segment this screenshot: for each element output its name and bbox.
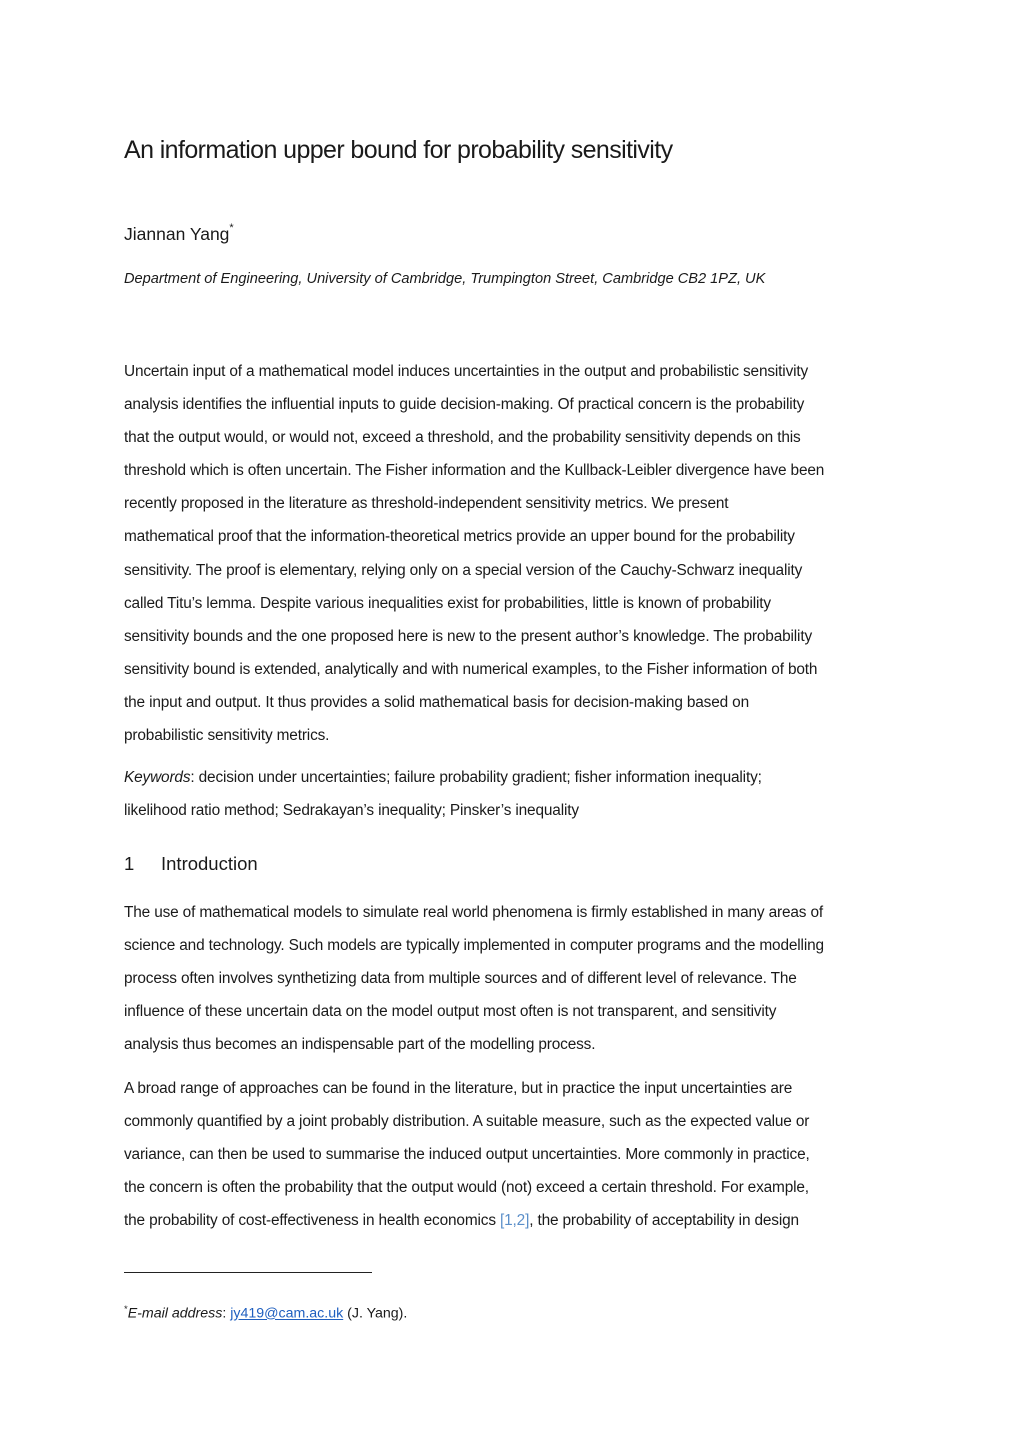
paragraph-line: commonly quantified by a joint probably distribution. A suitable measure, such as the expected value or (124, 1113, 810, 1131)
paragraph-line: the concern is often the probability that the output would (not) exceed a certain threshold. For example, (124, 1179, 809, 1197)
abstract-line: called Titu’s lemma. Despite various inequalities exist for probabilities, little is known of probability (124, 594, 771, 612)
paragraph-line: the probability of cost-effectiveness in health economics (124, 1212, 500, 1230)
author-line (124, 224, 234, 245)
keywords-text (124, 761, 900, 827)
paragraph-line: A broad range of approaches can be found in the literature, but in practice the input uncertainties are (124, 1080, 793, 1097)
author-name: Jiannan Yang (124, 224, 230, 244)
paper-title: An information upper bound for probability sensitivity (124, 136, 673, 164)
section-heading-introduction (124, 853, 258, 875)
abstract-line: analysis identifies the influential inputs to guide decision-making. Of practical concern is the probability (124, 396, 805, 414)
intro-paragraph-1 (124, 896, 900, 1061)
abstract-line: sensitivity. The proof is elementary, relying only on a special version of the Cauchy-Schwarz inequality (124, 561, 803, 579)
keywords-label: Keywords (124, 769, 191, 786)
abstract-text (124, 355, 900, 752)
keywords (124, 761, 900, 827)
abstract-line: probabilistic sensitivity metrics. (124, 727, 330, 745)
abstract-line: Uncertain input of a mathematical model induces uncertainties in the output and probabilistic sensitivity (124, 363, 809, 380)
paragraph-text (124, 1072, 900, 1237)
abstract-line: recently proposed in the literature as threshold-independent sensitivity metrics. We present (124, 495, 729, 513)
section-number: 1 (124, 853, 135, 874)
author-footnote-marker: * (229, 222, 234, 235)
abstract-line: sensitivity bound is extended, analytically and with numerical examples, to the Fisher information of both (124, 660, 818, 678)
paragraph-line: The use of mathematical models to simulate real world phenomena is firmly established in many areas of (124, 904, 823, 921)
footnote-separator: : (222, 1305, 231, 1322)
keywords-line: : decision under uncertainties; failure probability gradient; fisher information inequality; (190, 769, 762, 786)
abstract-line: that the output would, or would not, exceed a threshold, and the probability sensitivity depends on this (124, 429, 801, 447)
abstract-line: sensitivity bounds and the one proposed here is new to the present author’s knowledge. The probability (124, 627, 812, 645)
email-link[interactable]: jy419@cam.ac.uk (230, 1305, 344, 1322)
paragraph-line: science and technology. Such models are typically implemented in computer programs and the modelling (124, 937, 824, 955)
intro-paragraph-2 (124, 1072, 900, 1237)
footnote (124, 1304, 407, 1322)
abstract-line: threshold which is often uncertain. The Fisher information and the Kullback-Leibler divergence have been (124, 462, 825, 480)
abstract (124, 355, 900, 752)
section-title: Introduction (161, 853, 258, 874)
footnote-marker: * (124, 1304, 128, 1315)
paragraph-text (124, 896, 900, 1061)
author-affiliation: Department of Engineering, University of Cambridge, Trumpington Street, Cambridge CB2 1PZ, UK (124, 271, 766, 287)
abstract-line: mathematical proof that the information-theoretical metrics provide an upper bound for the probability (124, 528, 795, 546)
footnote-suffix: (J. Yang). (343, 1305, 408, 1322)
footnote-label: E-mail address (127, 1305, 223, 1322)
paragraph-line: variance, can then be used to summarise the induced output uncertainties. More commonly in practice, (124, 1146, 810, 1164)
paragraph-line: , the probability of acceptability in design (529, 1212, 799, 1230)
paragraph-line: influence of these uncertain data on the model output most often is not transparent, and sensitivity (124, 1003, 777, 1021)
abstract-line: the input and output. It thus provides a solid mathematical basis for decision-making based on (124, 693, 749, 711)
paragraph-line: process often involves synthetizing data from multiple sources and of different level of relevance. The (124, 970, 797, 988)
citation-link[interactable]: [1,2] (500, 1212, 530, 1230)
keywords-line: likelihood ratio method; Sedrakayan’s inequality; Pinsker’s inequality (124, 802, 579, 820)
footnote-divider (124, 1272, 372, 1273)
paragraph-line: analysis thus becomes an indispensable part of the modelling process. (124, 1036, 596, 1054)
